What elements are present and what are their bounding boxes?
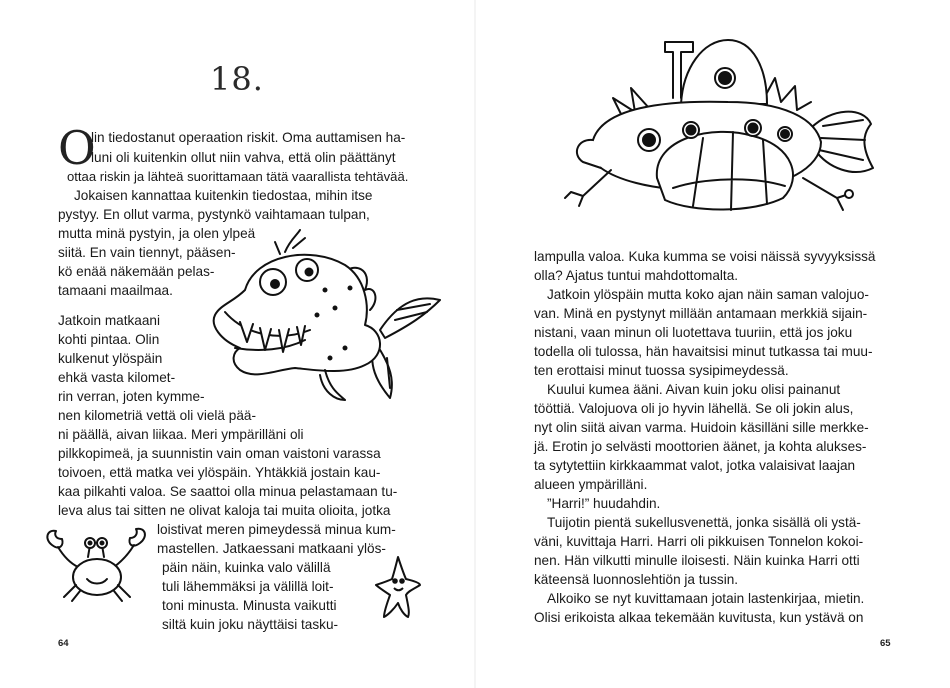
anglerfish-illustration: [205, 230, 450, 402]
text-line: käteensä luonnoslehtiön ja tussin.: [534, 572, 739, 587]
text-line: Jatkoin matkaani: [58, 313, 161, 328]
text-line: siitä. En vain tiennyt, pääsen-: [58, 245, 236, 260]
text-line: nen kilometriä vettä oli vielä pää-: [58, 408, 256, 423]
text-line: todella oli tulossa, hän havaitsisi minut tutkassa tai muu-: [534, 344, 873, 359]
text-line: kaa pilkahti valoa. Se saattoi olla minua pelastamaan tu-: [58, 484, 398, 499]
text-line: jä. Erotin jo selvästi moottorien äänet, ja kohta alukses-: [534, 439, 867, 454]
text-line: Alkoiko se nyt kuvittamaan jotain lastenkirjaa, mietin.: [547, 591, 865, 606]
text-line: väni, kuvittaja Harri. Harri oli pikkuisen Tonnelon kokoi-: [534, 534, 864, 549]
text-line: Jokaisen kannattaa kuitenkin tiedostaa, mihin itse: [74, 188, 373, 203]
text-line: kulkenut ylöspäin: [58, 351, 163, 366]
text-line: rin verran, joten kymme-: [58, 389, 205, 404]
text-line: tööttiä. Valojuova oli jo hyvin lähellä. Se oli jokin alus,: [534, 401, 854, 416]
chapter-number: 18.: [210, 60, 264, 98]
text-line: Jatkoin ylöspäin mutta koko ajan näin saman valojuo-: [547, 287, 869, 302]
text-line: alueen ympärilläni.: [534, 477, 648, 492]
text-line: kö enää näkemään pelas-: [58, 264, 215, 279]
text-line: lampulla valoa. Kuka kumma se voisi näissä syvyyksissä: [534, 249, 876, 264]
page-number: 64: [58, 638, 69, 649]
text-line: päin näin, kuinka valo välillä: [162, 560, 331, 575]
text-line: Tuijotin pientä sukellusvenettä, jonka sisällä oli ystä-: [547, 515, 861, 530]
text-line: nistani, vaan minun oli luotettava tuuriin, että jos joku: [534, 325, 853, 340]
text-line: kohti pintaa. Olin: [58, 332, 160, 347]
text-line: ta sytytettiin kirkkaammat valot, jotka valaisivat laajan: [534, 458, 856, 473]
text-line: siltä kuin joku näyttäisi tasku-: [162, 617, 339, 632]
text-line: mutta minä pystyin, ja olen ylpeä: [58, 226, 256, 241]
text-line: loistivat meren pimeydessä minua kum-: [157, 522, 396, 537]
right-page: [475, 0, 950, 688]
text-line: leva alus tai sitten ne olivat kaloja tai muita olioita, jotka: [58, 503, 391, 518]
text-line: pystyy. En ollut varma, pystynkö vaihtamaan tulpan,: [58, 207, 370, 222]
text-line: tamaani maailmaa.: [58, 283, 173, 298]
text-line: Kuului kumea ääni. Aivan kuin joku olisi painanut: [547, 382, 841, 397]
text-line: nyt olin siitä aivan varma. Huidoin käsilläni sille merkke-: [534, 420, 869, 435]
text-line: olla? Ajatus tuntui mahdottomalta.: [534, 268, 739, 283]
text-line: ni päällä, aivan liikaa. Meri ympärilläni oli: [58, 427, 304, 442]
text-line: ehkä vasta kilomet-: [58, 370, 176, 385]
text-line: ottaa riskin ja lähteä suorittamaan tätä vaarallista tehtävää.: [67, 169, 409, 184]
text-line: lin tiedostanut operaation riskit. Oma auttamisen ha-: [91, 130, 406, 145]
drop-cap: O: [58, 121, 96, 175]
text-line: toivoen, että matka vei ylöspäin. Yhtäkkiä jostain kau-: [58, 465, 381, 480]
text-line: van. Minä en pystynyt millään antamaan merkkiä sijain-: [534, 306, 868, 321]
crab-illustration: [42, 527, 154, 602]
text-line: tuli lähemmäksi ja välillä loit-: [162, 579, 334, 594]
text-line: mastellen. Jatkaessani matkaani ylös-: [157, 541, 386, 556]
submarine-illustration: [553, 28, 888, 220]
page-number: 65: [880, 638, 891, 649]
text-line: toni minusta. Minusta vaikutti: [162, 598, 337, 613]
text-line: pilkkopimeä, ja suunnistin vain oman vaistoni varassa: [58, 446, 381, 461]
text-line: nen. Hän vilkutti minulle iloisesti. Näin kuinka Harri otti: [534, 553, 860, 568]
text-line: Olisi erikoista alkaa tekemään kuvitusta, kun ystävä on: [534, 610, 864, 625]
starfish-illustration: [374, 555, 422, 620]
text-line: ten erottaisi minut tuossa sysipimeydessä.: [534, 363, 789, 378]
text-line: luni oli kuitenkin ollut niin vahva, että olin päättänyt: [91, 150, 396, 165]
text-line: ”Harri!” huudahdin.: [547, 496, 661, 511]
